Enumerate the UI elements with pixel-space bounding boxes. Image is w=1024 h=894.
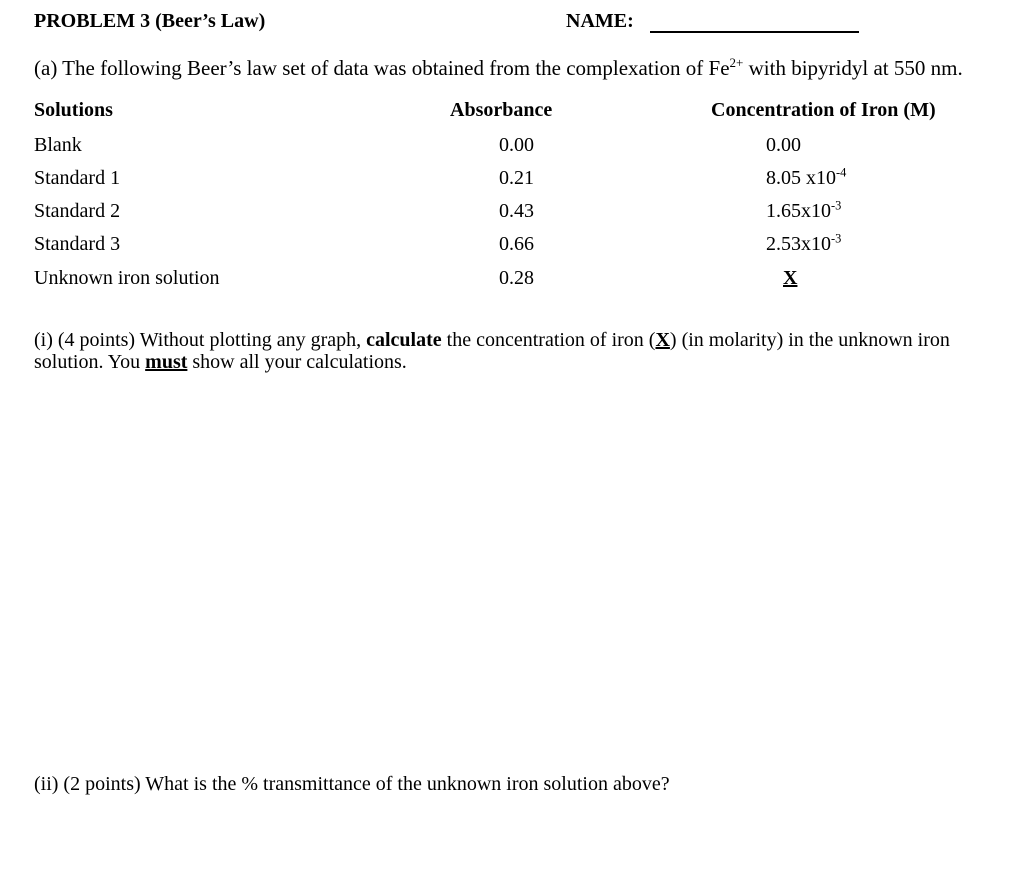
concentration-base: 8.05 x10 [766, 167, 836, 189]
header-concentration: Concentration of Iron (M) [711, 99, 936, 121]
question-i-text: ) (in molarity) in the unknown iron solution. You [34, 329, 950, 373]
question-i-text: (i) (4 points) Without plotting any graph, [34, 329, 367, 351]
concentration-exponent: -3 [831, 198, 842, 213]
intro-prefix: (a) The following Beer’s law set of data was obtained from the complexation of Fe [34, 56, 730, 80]
question-i-text: the concentration of iron ( [441, 329, 656, 351]
row-standard3-concentration [766, 233, 841, 256]
row-unknown-concentration-x: X [783, 267, 798, 289]
name-blank-line[interactable] [650, 31, 859, 33]
intro-text [34, 56, 963, 81]
row-standard3-absorbance: 0.66 [499, 233, 534, 255]
intro-suffix: with bipyridyl at 550 nm. [743, 56, 963, 80]
question-i [34, 329, 1024, 373]
calculate-emphasis: calculate [366, 329, 442, 351]
unknown-x-label: X [655, 329, 670, 351]
row-standard2-concentration [766, 200, 841, 223]
header-absorbance: Absorbance [450, 99, 553, 121]
row-standard1-solution: Standard 1 [34, 167, 121, 189]
iron-charge-superscript: 2+ [729, 55, 744, 70]
name-label: NAME: [566, 10, 634, 32]
row-unknown-solution: Unknown iron solution [34, 267, 220, 289]
problem-title: PROBLEM 3 (Beer’s Law) [34, 10, 266, 32]
concentration-base: 2.53x10 [766, 233, 831, 255]
row-blank-solution: Blank [34, 134, 82, 156]
question-i-text: show all your calculations. [187, 351, 407, 373]
row-standard1-concentration [766, 167, 846, 190]
row-standard1-absorbance: 0.21 [499, 167, 534, 189]
concentration-exponent: -3 [831, 231, 842, 246]
row-unknown-absorbance: 0.28 [499, 267, 534, 289]
must-emphasis: must [145, 351, 188, 373]
row-standard3-solution: Standard 3 [34, 233, 121, 255]
concentration-base: 0.00 [766, 134, 801, 156]
header-solutions: Solutions [34, 99, 113, 121]
row-standard2-absorbance: 0.43 [499, 200, 534, 222]
concentration-base: 1.65x10 [766, 200, 831, 222]
row-blank-concentration [766, 134, 801, 157]
row-standard2-solution: Standard 2 [34, 200, 121, 222]
row-blank-absorbance: 0.00 [499, 134, 534, 156]
concentration-exponent: -4 [836, 165, 847, 180]
question-ii: (ii) (2 points) What is the % transmittance of the unknown iron solution above? [34, 773, 670, 795]
